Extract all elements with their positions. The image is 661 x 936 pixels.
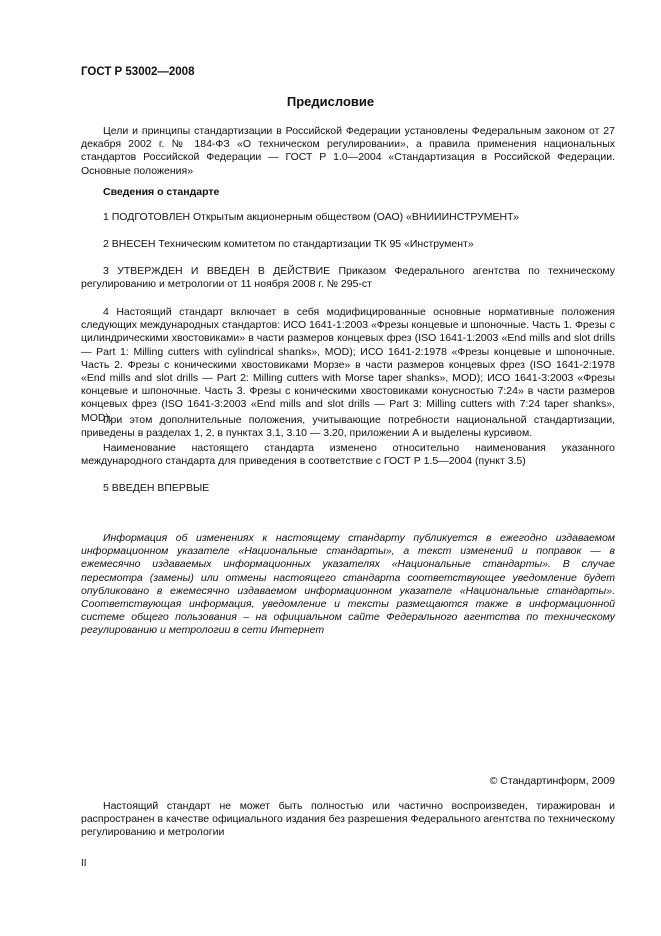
item-4-name-change: Наименование настоящего стандарта изменено относительно наименования указанного международного стандарта для приведения в соответствие с ГОСТ Р 1.5—2004 (пункт 3.5) xyxy=(81,442,615,468)
item-3: 3 УТВЕРЖДЕН И ВВЕДЕН В ДЕЙСТВИЕ Приказом Федерального агентства по техническому регулированию и метрологии от 11 ноября 2008 г. № 295-ст xyxy=(81,265,615,291)
page-number: II xyxy=(81,858,87,869)
item-2: 2 ВНЕСЕН Техническим комитетом по стандартизации ТК 95 «Инструмент» xyxy=(103,238,474,250)
item-1: 1 ПОДГОТОВЛЕН Открытым акционерным обществом (ОАО) «ВНИИИНСТРУМЕНТ» xyxy=(103,211,519,223)
info-heading: Сведения о стандарте xyxy=(103,186,220,198)
document-code: ГОСТ Р 53002—2008 xyxy=(81,66,195,78)
item-4-additional: При этом дополнительные положения, учитывающие потребности национальной стандартизации, приведены в разделах 1, 2, в пунктах 3.1, 3.10 — 3.20, приложении А и выделены курсивом. xyxy=(81,414,615,440)
intro-paragraph: Цели и принципы стандартизации в Российской Федерации установлены Федеральным законом от 27 декабря 2002 г. № 184-ФЗ «О техническом регулировании», а правила применения национальных стандартов Российской Федерации — ГОСТ Р 1.0—2004 «Стандартизация в Российской Федерации. Основные положения» xyxy=(81,125,615,177)
changes-notice: Информация об изменениях к настоящему стандарту публикуется в ежегодно издаваемом информационном указателе «Национальные стандарты», а текст изменений и поправок — в ежемесячно издаваемых информационных указателях «Национальные стандарты». В случае пересмотра (замены) или отмены настоящего стандарта соответствующее уведомление будет опубликовано в ежемесячно издаваемом информационном указателе «Национальные стандарты». Соответствующая информация, уведомление и тексты размещаются также в информационной системе общего пользования – на официальном сайте Федерального агентства по техническому регулированию и метрологии в сети Интернет xyxy=(81,532,615,637)
copyright: © Стандартинформ, 2009 xyxy=(489,775,615,787)
reproduction-notice: Настоящий стандарт не может быть полностью или частично воспроизведен, тиражирован и распространен в качестве официального издания без разрешения Федерального агентства по техническому регулированию и метрологии xyxy=(81,800,615,839)
item-5: 5 ВВЕДЕН ВПЕРВЫЕ xyxy=(103,482,210,494)
item-4: 4 Настоящий стандарт включает в себя модифицированные основные нормативные положения следующих международных стандартов: ИСО 1641-1:2003 «Фрезы концевые и шпоночные. Часть 1. Фрезы с цилиндрическими хвостовиками» в части размеров концевых фрез (ISO 1641-1:2003 «End mills and slot drills — Part 1: Milling cutters with cylindrical shanks», MOD); ИСО 1641-2:1978 «Фрезы концевые и шпоночные. Часть 2. Фрезы с коническими хвостовиками Морзе» в части размеров концевых фрез (ISO 1641-2:1978 «End mills and slot drills — Part 2: Milling cutters with Morse taper shanks», MOD); ИСО 1641-3:2003 «Фрезы концевые и шпоночные. Часть 3. Фрезы с коническими хвостовиками конусностью 7:24» в части размеров концевых фрез (ISO 1641-3:2003 «End mills and slot drills — Part 3: Milling cutters with 7:24 taper shanks», MOD). xyxy=(81,306,616,424)
page-title: Предисловие xyxy=(286,94,375,109)
